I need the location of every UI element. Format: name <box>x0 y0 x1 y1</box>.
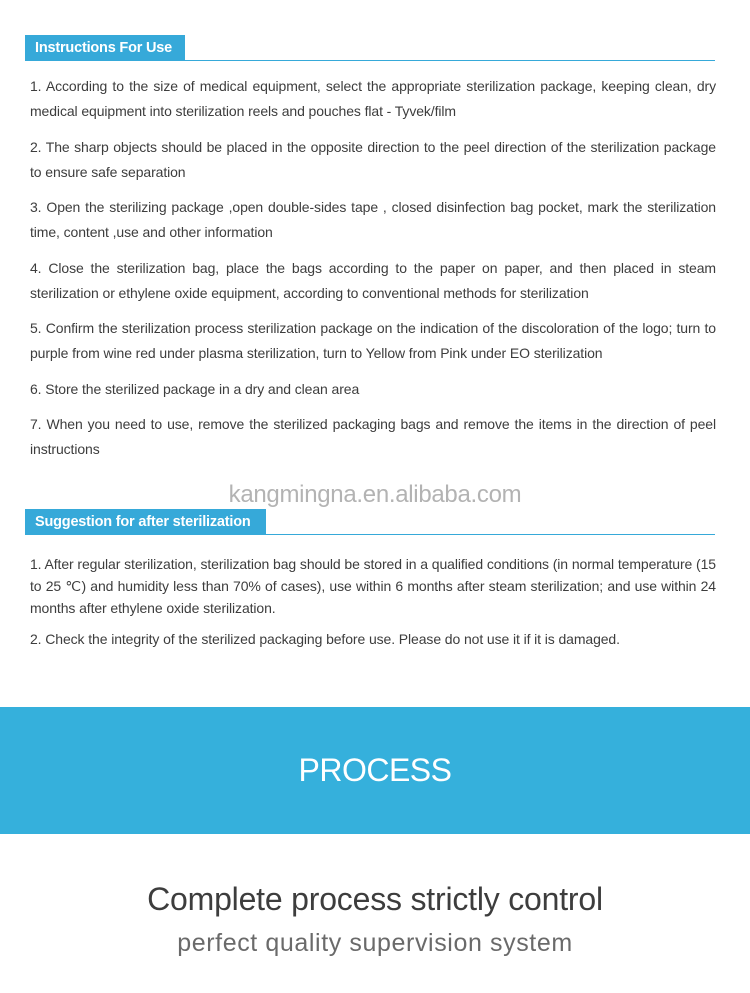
suggestion-item: 2. Check the integrity of the sterilized packaging before use. Please do not use it if it is damaged. <box>30 631 620 647</box>
suggestion-header <box>25 509 715 535</box>
instruction-item: 6. Store the sterilized package in a dry and clean area <box>30 380 360 397</box>
suggestion-item: 1. After regular sterilization, sterilization bag should be stored in a qualified conditions (in normal temperature (15 to 25 ℃) and humidity less than 70% of cases), use within 6 months after steam sterilization; and use within 24 months after ethylene oxide sterilization. <box>30 556 716 616</box>
suggestion-list <box>30 553 716 659</box>
instructions-list <box>30 74 716 473</box>
tagline-secondary: perfect quality supervision system <box>177 929 573 957</box>
suggestion-divider <box>25 534 715 535</box>
instructions-divider <box>25 60 715 61</box>
suggestion-heading: Suggestion for after sterilization <box>25 509 266 535</box>
instruction-item: 7. When you need to use, remove the sterilized packaging bags and remove the items in the direction of peel instructions <box>30 416 716 457</box>
banner-title: PROCESS <box>298 752 452 788</box>
instruction-item: 5. Confirm the sterilization process sterilization package on the indication of the discoloration of the logo; turn to purple from wine red under plasma sterilization, turn to Yellow from Pink under EO sterilization <box>30 320 716 361</box>
instructions-header <box>25 35 715 61</box>
process-banner <box>0 707 750 834</box>
instruction-item: 2. The sharp objects should be placed in the opposite direction to the peel direction of the sterilization package to ensure safe separation <box>30 138 716 180</box>
watermark: kangmingna.en.alibaba.com <box>228 481 522 508</box>
tagline-primary: Complete process strictly control <box>147 881 603 917</box>
instruction-item: 3. Open the sterilizing package ,open double-sides tape , closed disinfection bag pocket, mark the sterilization time, content ,use and other information <box>30 199 716 240</box>
instructions-heading: Instructions For Use <box>25 35 185 61</box>
instruction-item: 4. Close the sterilization bag, place the bags according to the paper on paper, and then placed in steam sterilization or ethylene oxide equipment, according to conventional methods for sterilization <box>30 259 716 301</box>
instruction-item: 1. According to the size of medical equipment, select the appropriate sterilization package, keeping clean, dry medical equipment into sterilization reels and pouches flat - Tyvek/film <box>30 78 716 119</box>
